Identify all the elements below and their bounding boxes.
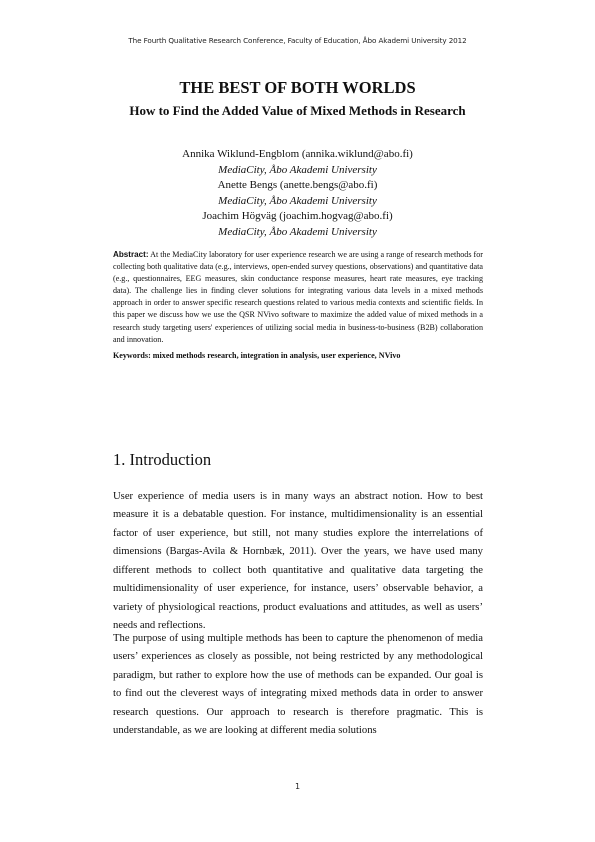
abstract-label: Abstract:: [113, 250, 149, 259]
author-affiliation: MediaCity, Åbo Akademi University: [218, 225, 377, 238]
running-header: The Fourth Qualitative Research Conference, Faculty of Education, Åbo Akademi University 2012: [128, 36, 467, 45]
author-name: Anette Bengs (anette.bengs@abo.fi): [217, 179, 378, 191]
paper-subtitle: How to Find the Added Value of Mixed Methods in Research: [129, 103, 466, 118]
body-paragraph: The purpose of using multiple methods has been to capture the phenomenon of media users’ experiences as closely as possible, not being restricted by any methodological paradigm, but rather to explore how the use of methods can be expanded. Our goal is to find out the cleverest ways of integrating mixed methods data in order to answer research questions. Our approach to research is therefore pragmatic. This is understandable, as we are looking at different media solutions: [113, 633, 483, 737]
author-affiliation: MediaCity, Åbo Akademi University: [218, 163, 377, 176]
page-number: 1: [294, 782, 301, 791]
body-paragraph: User experience of media users is in many ways an abstract notion. How to best measure it is a debatable question. For instance, multidimensionality is an essential factor of user experience, but still, not many studies explore the interrelations of dimensions (Bargas-Avila & Hornbæk, 2011). Over the years, we have used many different methods to collect both quantitative and qualitative data targeting the multidimensionality of user experience, for instance, users’ observable behavior, a variety of physiological reactions, product evaluations and attitudes, as well as users’ needs and reflections.: [113, 491, 483, 632]
section-heading: 1. Introduction: [113, 450, 212, 469]
abstract-text: At the MediaCity laboratory for user experience research we are using a range of research methods for collecting both qualitative data (e.g., interviews, open-ended survey questions, observations) and quantitative data (e.g., questionnaires, EEG measures, skin conductance response measures, heart rate measures, eye tracking data). The challenge lies in finding clever solutions for integrating various data levels in a mixed methods approach in order to answer specific research questions related to various media contexts and scientific fields. In this paper we discuss how we use the QSR NVivo software to maximize the added value of mixed methods in a research study targeting users' experiences of utilizing social media in business-to-business (B2B) collaboration and innovation.: [113, 250, 483, 344]
paper-title: THE BEST OF BOTH WORLDS: [179, 78, 416, 97]
author-block: [0, 147, 595, 240]
author-name: Annika Wiklund-Engblom (annika.wiklund@abo.fi): [182, 148, 413, 160]
keywords: Keywords: mixed methods research, integration in analysis, user experience, NVivo: [113, 351, 401, 360]
author-affiliation: MediaCity, Åbo Akademi University: [218, 194, 377, 207]
author-name: Joachim Högväg (joachim.hogvag@abo.fi): [202, 210, 393, 222]
abstract: [113, 249, 483, 346]
